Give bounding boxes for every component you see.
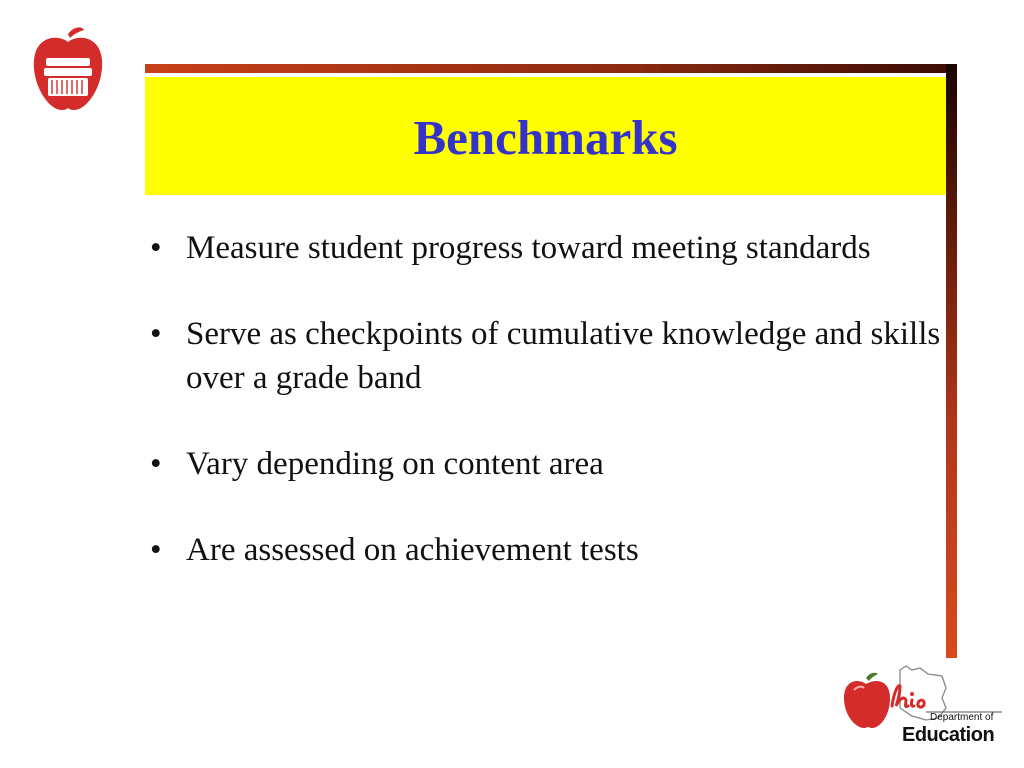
- bullet-text: Serve as checkpoints of cumulative knowledge and skills over a grade band: [186, 316, 941, 396]
- bullet-text: Vary depending on content area: [186, 446, 604, 482]
- list-item: [142, 442, 942, 486]
- page-title: Benchmarks: [413, 110, 678, 165]
- bullet-text: Measure student progress toward meeting standards: [186, 230, 871, 266]
- department-label: Department of: [930, 712, 994, 723]
- bullet-marker: •: [150, 532, 162, 568]
- education-label: Education: [902, 724, 995, 746]
- list-item: [142, 312, 942, 400]
- bullet-text: Are assessed on achievement tests: [186, 532, 639, 568]
- title-band: [145, 77, 946, 195]
- bullet-marker: •: [150, 316, 162, 352]
- bullet-marker: •: [150, 230, 162, 266]
- list-item: [142, 226, 942, 270]
- frame-right-bar: [946, 64, 957, 658]
- apple-books-icon: [30, 24, 106, 112]
- bullet-marker: •: [150, 446, 162, 482]
- bullet-list: [142, 226, 942, 614]
- frame-top-bar: [145, 64, 957, 73]
- list-item: [142, 528, 942, 572]
